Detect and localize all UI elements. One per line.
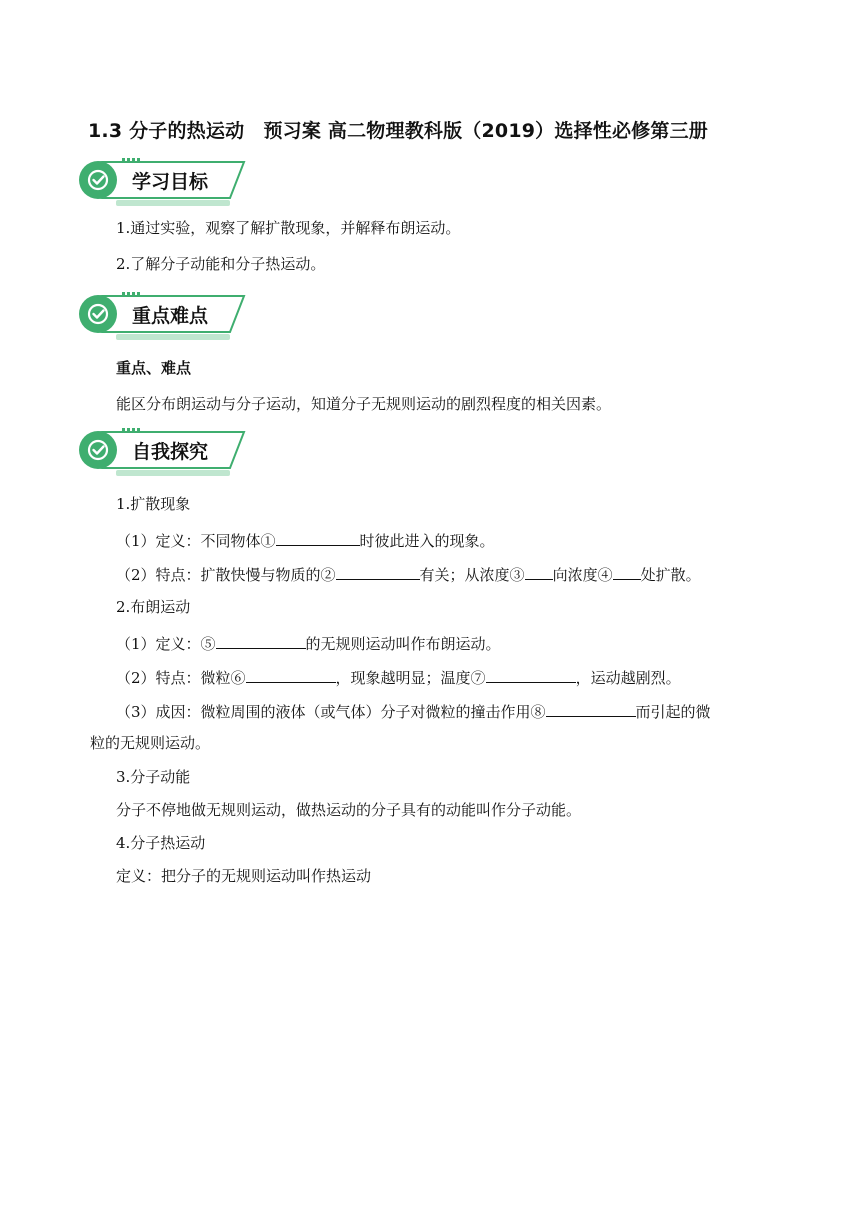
section-banner-explore [76,428,248,478]
section-heading: 学习目标 [132,171,209,193]
text-segment: 时彼此进入的现象。 [359,532,495,550]
text-segment: （1）定义：不同物体① [116,532,276,550]
thermal-motion-text: 定义：把分子的无规则运动叫作热运动 [116,867,372,885]
diffusion-feature [116,563,701,585]
diffusion-definition [116,529,495,551]
fill-blank-1[interactable] [276,529,360,546]
goal-item-1: 1.通过实验，观察了解扩散现象，并解释布朗运动。 [116,219,461,237]
thermal-motion-title: 4.分子热运动 [116,834,206,852]
fill-blank-5[interactable] [216,632,306,649]
text-segment: 有关；从浓度③ [419,566,525,584]
document-title: 1.3 分子的热运动 预习案 高二物理教科版（2019）选择性必修第三册 [88,120,708,142]
brownian-feature [116,666,681,688]
fill-blank-8[interactable] [546,700,636,717]
kinetic-title: 3.分子动能 [116,768,191,786]
text-segment: （3）成因：微粒周围的液体（或气体）分子对微粒的撞击作用⑧ [116,703,546,721]
key-subheading: 重点、难点 [116,359,192,377]
key-text: 能区分布朗运动与分子运动，知道分子无规则运动的剧烈程度的相关因素。 [116,395,612,413]
fill-blank-3[interactable] [525,563,553,580]
brownian-cause-cont: 粒的无规则运动。 [90,734,211,752]
text-segment: （2）特点：微粒⑥ [116,669,246,687]
section-banner-goals [76,158,248,208]
text-segment: （2）特点：扩散快慢与物质的② [116,566,336,584]
diffusion-title: 1.扩散现象 [116,495,191,513]
brownian-cause [116,700,711,722]
fill-blank-6[interactable] [246,666,336,683]
text-segment: 而引起的微 [635,703,711,721]
text-segment: ，现象越明显；温度⑦ [335,669,486,687]
fill-blank-7[interactable] [486,666,576,683]
section-heading: 重点难点 [132,305,209,327]
fill-blank-4[interactable] [613,563,641,580]
section-banner-key [76,292,248,342]
fill-blank-2[interactable] [336,563,420,580]
text-segment: 向浓度④ [552,566,613,584]
section-heading: 自我探究 [132,441,209,463]
brownian-title: 2.布朗运动 [116,598,191,616]
goal-item-2: 2.了解分子动能和分子热运动。 [116,255,326,273]
brownian-definition [116,632,501,654]
text-segment: 的无规则运动叫作布朗运动。 [305,635,501,653]
text-segment: ，运动越剧烈。 [575,669,681,687]
text-segment: 处扩散。 [640,566,701,584]
text-segment: （1）定义：⑤ [116,635,216,653]
kinetic-text: 分子不停地做无规则运动，做热运动的分子具有的动能叫作分子动能。 [116,801,582,819]
